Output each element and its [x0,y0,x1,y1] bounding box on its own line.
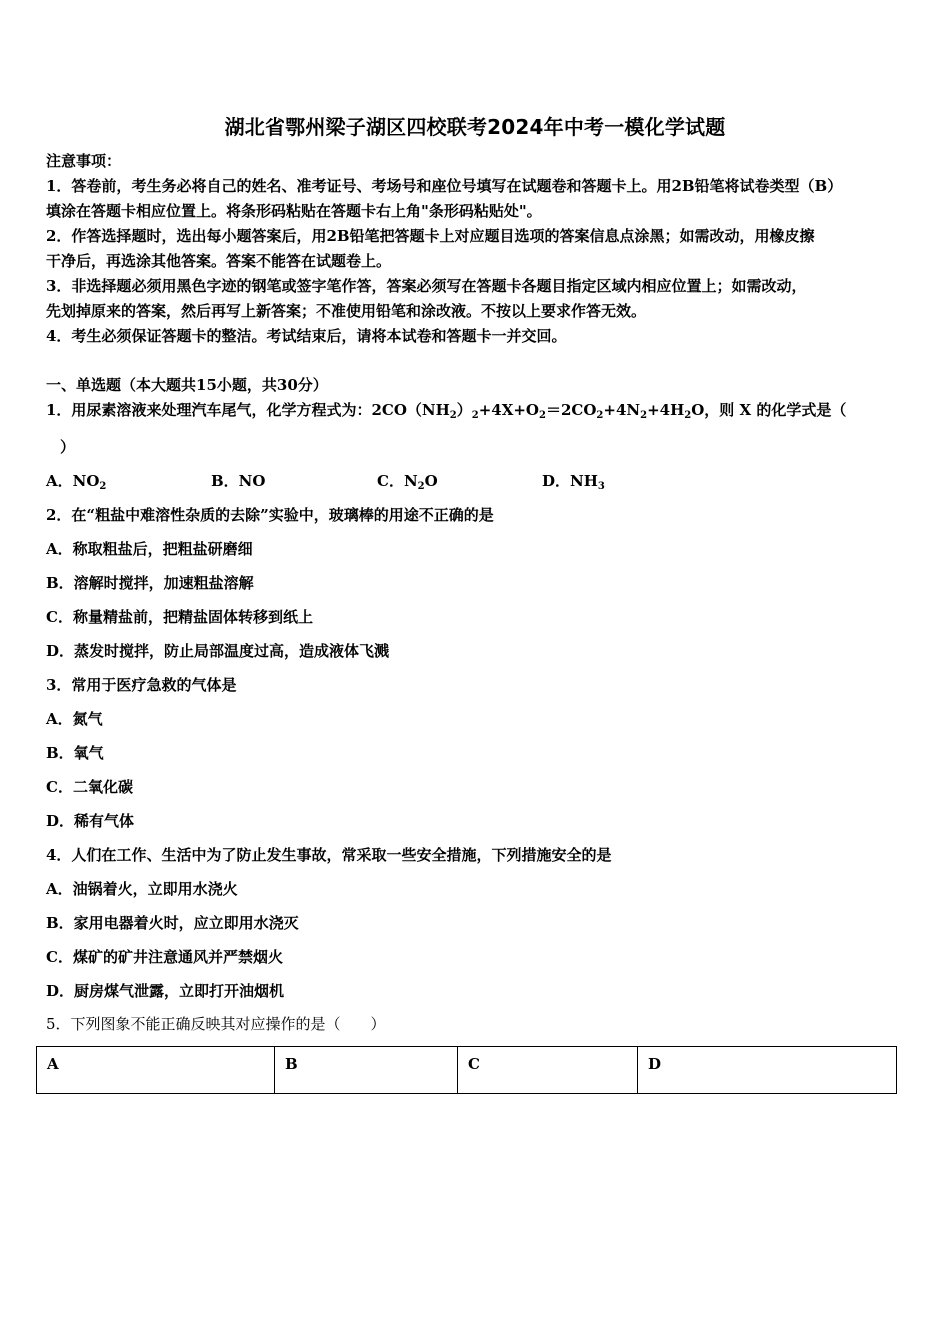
table-row [37,1047,897,1094]
option-c: C．称量精盐前，把精盐固体转移到纸上 [46,608,313,626]
section-heading: 一、单选题（本大题共15小题，共30分） [46,376,328,394]
option-c: C．煤矿的矿井注意通风并严禁烟火 [46,948,283,966]
option-d: D．蒸发时搅拌，防止局部温度过高，造成液体飞溅 [46,642,390,660]
option-a: A．$NO_2$ [46,472,107,492]
option-b: B．溶解时搅拌，加速粗盐溶解 [46,574,254,592]
table-cell-a: A [37,1047,275,1094]
table-cell-c: C [458,1047,638,1094]
notice-line: 3．非选择题必须用黑色字迹的钢笔或签字笔作答，答案必须写在答题卡各题目指定区域内相应位置上；如需改动， [46,277,807,295]
option-b: B．氧气 [46,744,104,762]
notice-line: 2．作答选择题时，选出每小题答案后，用2B铅笔把答题卡上对应题目选项的答案信息点涂黑；如需改动，用橡皮擦 [46,227,815,245]
option-a: A．称取粗盐后，把粗盐研磨细 [46,540,253,558]
option-c: C．二氧化碳 [46,778,133,796]
question-3-stem: 3．常用于医疗急救的气体是 [46,676,237,694]
table-cell-b: B [275,1047,458,1094]
option-a: A．氮气 [46,710,103,728]
page-title: 湖北省鄂州梁子湖区四校联考2024年中考一模化学试题 [224,115,726,139]
notice-line: 干净后，再选涂其他答案。答案不能答在试题卷上。 [46,252,392,270]
answer-table [36,1046,897,1094]
notice-line: 填涂在答题卡相应位置上。将条形码粘贴在答题卡右上角"条形码粘贴处"。 [46,202,542,220]
option-b: B．NO [211,472,266,490]
notice-line: 先划掉原来的答案，然后再写上新答案；不准使用铅笔和涂改液。不按以上要求作答无效。 [46,302,647,320]
notice-line: 1．答卷前，考生务必将自己的姓名、准考证号、考场号和座位号填写在试题卷和答题卡上。用2B铅笔将试卷类型（B） [46,177,843,195]
question-2-stem: 2．在“粗盐中难溶性杂质的去除”实验中，玻璃棒的用途不正确的是 [46,506,494,524]
question-5-stem: 5．下列图象不能正确反映其对应操作的是（ ） [46,1015,386,1033]
notice-line: 4．考生必须保证答题卡的整洁。考试结束后，请将本试卷和答题卡一并交回。 [46,327,567,345]
question-4-stem: 4．人们在工作、生活中为了防止发生事故，常采取一些安全措施，下列措施安全的是 [46,846,612,864]
notice-heading: 注意事项： [46,152,122,170]
question-1-stem: 1．用尿素溶液来处理汽车尾气，化学方程式为：$2CO(NH_2)_2+4X+O_2=2CO_2+4N_2+4H_2O$，则 X 的化学式是（ [46,401,847,421]
option-d: D．稀有气体 [46,812,135,830]
question-1-close-paren: ） [60,438,76,456]
option-d: D．厨房煤气泄露，立即打开油烟机 [46,982,285,1000]
option-a: A．油锅着火，立即用水浇火 [46,880,238,898]
option-b: B．家用电器着火时，应立即用水浇灭 [46,914,299,932]
option-d: D．$NH_3$ [542,472,605,492]
option-c: C．$N_2O$ [377,472,438,492]
table-cell-d: D [638,1047,897,1094]
